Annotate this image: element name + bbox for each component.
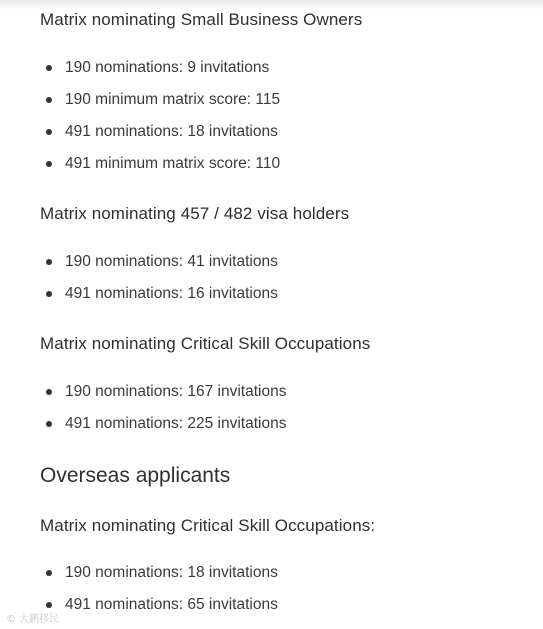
list-item — [40, 596, 278, 628]
bullet-icon — [46, 291, 52, 297]
list-item — [40, 415, 286, 447]
list-small-business — [40, 59, 280, 187]
list-overseas — [40, 564, 278, 628]
bullet-icon — [46, 389, 52, 395]
bullet-icon — [46, 259, 52, 265]
top-scroll-shadow — [0, 0, 543, 10]
list-visa-holders — [40, 253, 278, 317]
list-item — [40, 91, 280, 123]
bullet-icon — [46, 65, 52, 71]
list-item-text: 190 nominations: 167 invitations — [65, 383, 287, 400]
list-item-text: 491 nominations: 16 invitations — [65, 285, 278, 302]
list-item-text: 190 nominations: 41 invitations — [65, 253, 278, 270]
list-item-text: 190 minimum matrix score: 115 — [65, 91, 281, 108]
list-item — [40, 155, 280, 187]
list-critical-skill — [40, 383, 286, 447]
list-item — [40, 123, 280, 155]
list-item-text: 491 nominations: 65 invitations — [65, 596, 278, 613]
section-heading-small-business: Matrix nominating Small Business Owners — [40, 10, 363, 29]
list-item-text: 491 nominations: 225 invitations — [65, 415, 287, 432]
list-item — [40, 383, 286, 415]
bullet-icon — [46, 602, 52, 608]
bullet-icon — [46, 161, 52, 167]
section-heading-visa-holders: Matrix nominating 457 / 482 visa holders — [40, 204, 350, 223]
list-item-text: 491 minimum matrix score: 110 — [65, 155, 281, 172]
bullet-icon — [46, 570, 52, 576]
list-item-text: 190 nominations: 18 invitations — [65, 564, 278, 581]
bullet-icon — [46, 97, 52, 103]
list-item-text: 491 nominations: 18 invitations — [65, 123, 278, 140]
bullet-icon — [46, 129, 52, 135]
list-item — [40, 564, 278, 596]
list-item — [40, 59, 280, 91]
bullet-icon — [46, 421, 52, 427]
section-heading-overseas-critical-skill: Matrix nominating Critical Skill Occupations: — [40, 516, 376, 535]
section-heading-critical-skill: Matrix nominating Critical Skill Occupations — [40, 334, 371, 353]
list-item — [40, 285, 278, 317]
list-item-text: 190 nominations: 9 invitations — [65, 59, 270, 76]
list-item — [40, 253, 278, 285]
section-title-overseas-applicants: Overseas applicants — [40, 464, 231, 487]
watermark-logo: © 大鹏移民 — [6, 614, 60, 625]
